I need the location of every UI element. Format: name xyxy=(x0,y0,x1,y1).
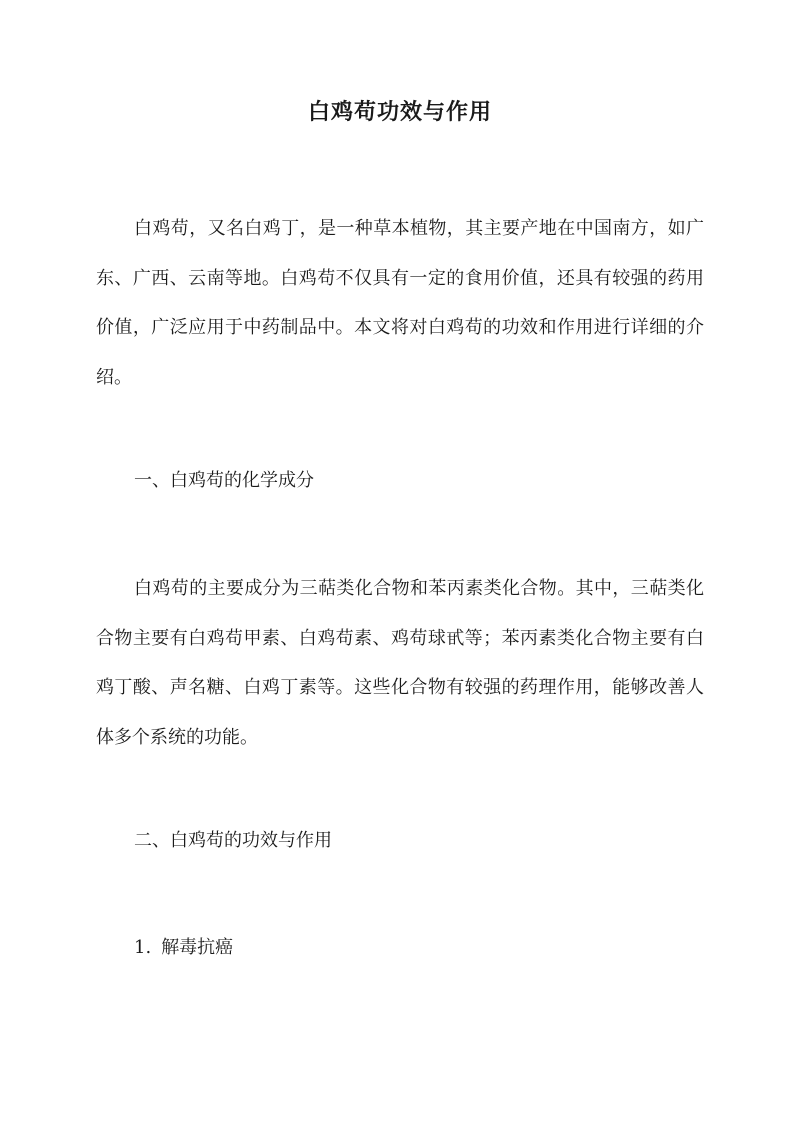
chemical-composition-paragraph: 白鸡苟的主要成分为三萜类化合物和苯丙素类化合物。其中，三萜类化合物主要有白鸡苟甲素、白鸡苟素、鸡苟球甙等；苯丙素类化合物主要有白鸡丁酸、声名糖、白鸡丁素等。这些化合物有较强的药理作用，能够改善人体多个系统的功能。 xyxy=(96,578,704,748)
section-heading-effects: 二、白鸡苟的功效与作用 xyxy=(134,830,332,851)
subsection-title: 解毒抗癌 xyxy=(161,937,234,958)
subsection-heading-detox xyxy=(134,936,233,960)
section-heading-chemical-composition: 一、白鸡苟的化学成分 xyxy=(134,470,314,491)
subsection-number: 1. xyxy=(134,937,152,958)
intro-paragraph: 白鸡苟，又名白鸡丁，是一种草本植物，其主要产地在中国南方，如广东、广西、云南等地。白鸡苟不仅具有一定的食用价值，还具有较强的药用价值，广泛应用于中药制品中。本文将对白鸡苟的功效和作用进行详细的介绍。 xyxy=(96,218,704,388)
document-title: 白鸡苟功效与作用 xyxy=(307,99,492,125)
